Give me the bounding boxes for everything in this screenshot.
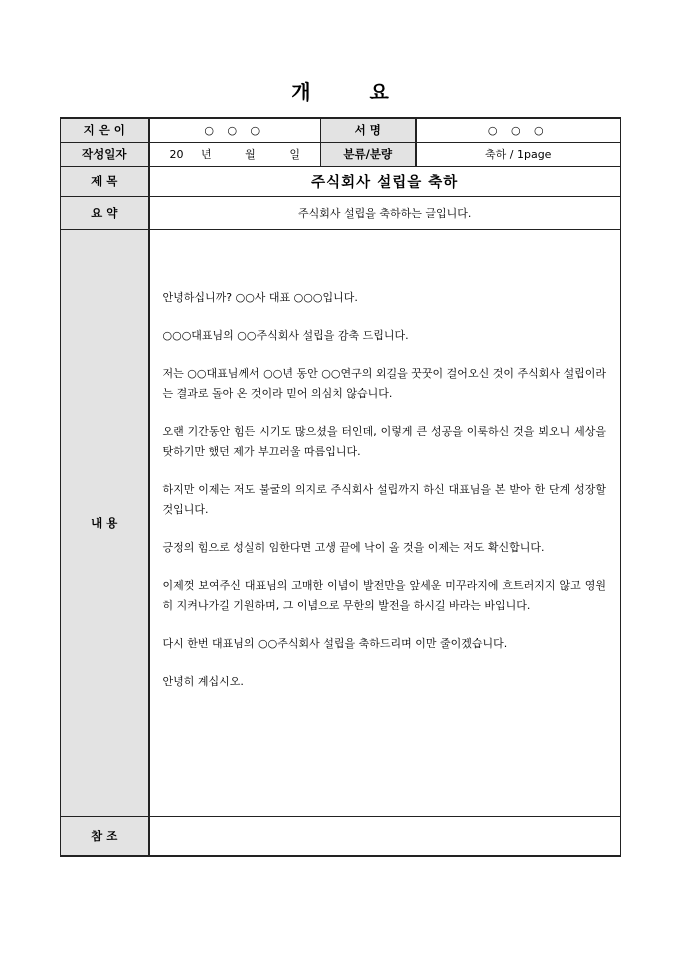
subject-value: 주식회사 설립을 축하 [149,166,621,196]
category-label: 분류/분량 [321,142,416,166]
content-body [149,229,621,816]
content-paragraph: 안녕하십니까? ○○사 대표 ○○○입니다. [162,290,358,304]
date-value [149,142,321,166]
content-paragraph: 긍정의 힘으로 성실히 임한다면 고생 끝에 낙이 올 것을 이제는 저도 확신합니다. [162,540,545,554]
signature-label: 서 명 [321,118,416,142]
content-paragraph: 저는 ○○대표님께서 ○○년 동안 ○○연구의 외길을 꿋꿋이 걸어오신 것이 주식회사 설립이라는 결과로 돌아 온 것이라 믿어 의심치 않습니다. [162,366,606,400]
category-value: 축하 / 1page [416,142,621,166]
reference-row [61,816,621,856]
date-label: 작성일자 [61,142,149,166]
date-month-unit: 월 [245,148,256,161]
date-day-unit: 일 [289,148,300,161]
content-row [61,229,621,816]
author-label: 지 은 이 [61,118,149,142]
date-year: 20 [169,148,184,161]
signature-value: ○ ○ ○ [416,118,621,142]
summary-row [61,196,621,229]
subject-label: 제 목 [61,166,149,196]
content-paragraph: 안녕히 계십시오. [162,674,244,688]
content-paragraph: 오랜 기간동안 힘든 시기도 많으셨을 터인데, 이렇게 큰 성공을 이룩하신 것을 뵈오니 세상을 탓하기만 했던 제가 부끄러울 따름입니다. [162,424,606,458]
content-paragraph: 이제껏 보여주신 대표님의 고매한 이념이 발전만을 앞세운 미꾸라지에 흐트러지지 않고 영원히 지켜나가길 기원하며, 그 이념으로 무한의 발전을 하시길 바라는 바입니다. [162,578,606,612]
overview-table [60,117,621,857]
document-title: 개 요 [291,80,415,104]
author-value: ○ ○ ○ [149,118,321,142]
reference-label: 참 조 [61,816,149,856]
content-label: 내 용 [61,229,149,816]
subject-row [61,166,621,196]
content-paragraph: 다시 한번 대표님의 ○○주식회사 설립을 축하드리며 이만 줄이겠습니다. [162,636,508,650]
summary-label: 요 약 [61,196,149,229]
content-paragraph: 하지만 이제는 저도 불굴의 의지로 주식회사 설립까지 하신 대표님을 본 받아 한 단계 성장할 것입니다. [162,482,606,516]
author-row [61,118,621,142]
content-paragraph: ○○○대표님의 ○○주식회사 설립을 감축 드립니다. [162,328,409,342]
date-year-unit: 년 [201,148,212,161]
date-row [61,142,621,166]
summary-value: 주식회사 설립을 축하하는 글입니다. [149,196,621,229]
reference-value [149,816,621,856]
